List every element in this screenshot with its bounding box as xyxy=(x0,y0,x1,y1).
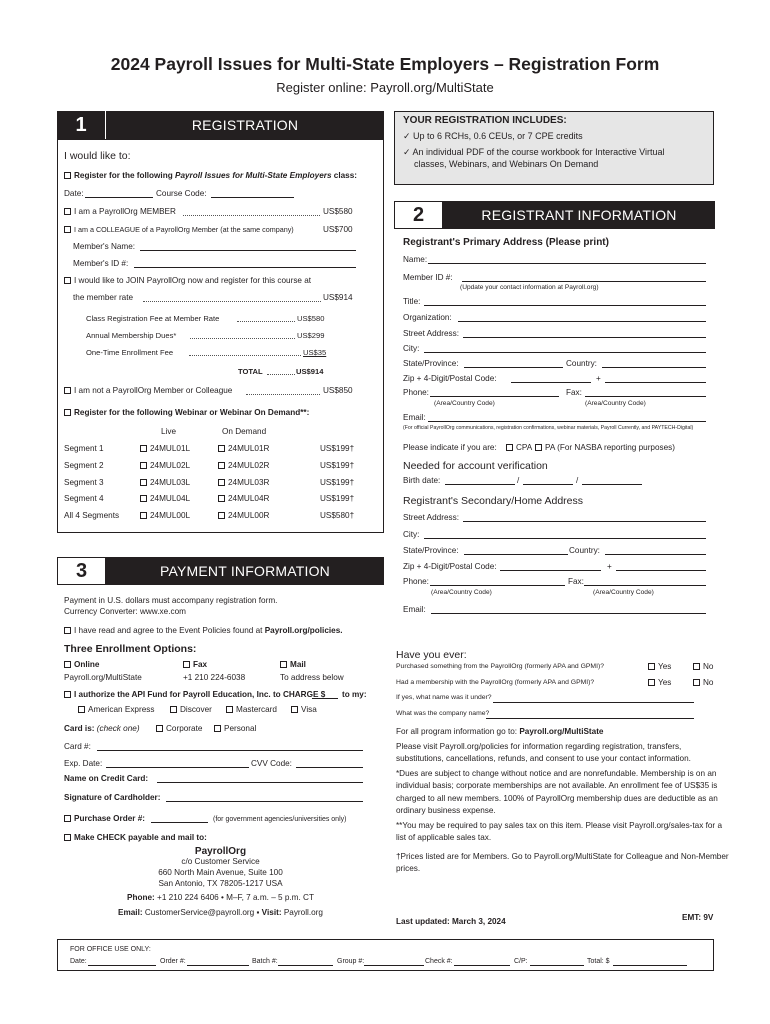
section3-title: PAYMENT INFORMATION xyxy=(160,563,330,579)
section1-number: 1 xyxy=(57,111,106,139)
members-id-label: Member's ID #: xyxy=(73,259,129,268)
discover-option[interactable]: Discover xyxy=(170,706,212,714)
section2-number: 2 xyxy=(394,201,443,229)
personal-checkbox[interactable] xyxy=(214,725,221,732)
office-total-field[interactable] xyxy=(613,965,687,966)
section3-number: 3 xyxy=(57,557,106,585)
state-label: State/Province: xyxy=(403,359,459,368)
verify-heading: Needed for account verification xyxy=(403,460,548,472)
update-contact-note: (Update your contact information at Payroll.org) xyxy=(460,284,599,291)
state2-field[interactable] xyxy=(464,554,568,555)
exp-date-field[interactable] xyxy=(106,767,249,768)
colleague-option[interactable]: I am a COLLEAGUE of a PayrollOrg Member (at the same company) xyxy=(64,226,294,234)
segment-label: All 4 Segments xyxy=(64,511,120,520)
street-field[interactable] xyxy=(463,337,706,338)
phone2-label: Phone: xyxy=(403,577,429,586)
agree-option[interactable]: I have read and agree to the Event Policies found at Payroll.org/policies. xyxy=(64,627,343,635)
join-price: US$914 xyxy=(323,293,353,302)
office-order-label: Order #: xyxy=(160,958,186,965)
country-label: Country: xyxy=(566,359,597,368)
yes-checkbox[interactable] xyxy=(648,679,655,686)
program-info-note: For all program information go to: Payroll.org/MultiState xyxy=(396,727,604,736)
question-purchased: Purchased something from the PayrollOrg (formerly APA and GPMI)? xyxy=(396,663,605,670)
primary-address-heading: Registrant's Primary Address (Please print) xyxy=(403,237,609,248)
country-field[interactable] xyxy=(602,367,706,368)
segment-price: US$580† xyxy=(320,511,355,520)
phone2-field[interactable] xyxy=(430,585,565,586)
state-field[interactable] xyxy=(464,367,563,368)
email-note: (For official PayrollOrg communications, registration confirmations, webinar materials, Payroll Currently, and PAYTECH-Digital) xyxy=(403,425,694,431)
segment-ondemand-option[interactable]: 24MUL01R xyxy=(218,445,269,453)
discover-checkbox[interactable] xyxy=(170,706,177,713)
policies-note-1: Please visit Payroll.org/policies for information regarding registration, transfers, xyxy=(396,742,682,751)
zip-label: Zip + 4-Digit/Postal Code: xyxy=(403,374,497,383)
office-group-label: Group #: xyxy=(337,958,365,965)
city-label: City: xyxy=(403,344,420,353)
question-purchased-no[interactable]: No xyxy=(693,663,713,671)
indicate-label: Please indicate if you are: xyxy=(403,443,497,452)
no-checkbox[interactable] xyxy=(693,663,700,670)
email-field[interactable] xyxy=(428,421,706,422)
leader-dots xyxy=(267,374,295,375)
country2-field[interactable] xyxy=(605,554,706,555)
agree-checkbox[interactable] xyxy=(64,627,71,634)
office-date-label: Date: xyxy=(70,958,87,965)
fee-class-registration-price: US$580 xyxy=(297,314,325,323)
office-cp-label: C/P: xyxy=(514,958,528,965)
leader-dots xyxy=(183,215,320,216)
check-checkbox[interactable] xyxy=(64,834,71,841)
segment-price: US$199† xyxy=(320,494,355,503)
includes-item-2-cont: classes, Webinars, and Webinars On Demand xyxy=(414,159,599,169)
email-label: Email: xyxy=(403,413,426,422)
contact-phone: Phone: +1 210 224 6406 • M–F, 7 a.m. – 5 p.m. CT xyxy=(127,893,314,902)
mail-address-2: San Antonio, TX 78205-1217 USA xyxy=(158,879,283,888)
policies-note-2: substitutions, cancellations, refunds, and consent to use your contact information. xyxy=(396,754,691,763)
fee-total-price: US$914 xyxy=(296,367,324,376)
name-on-card-label: Name on Credit Card: xyxy=(64,774,149,783)
checkbox[interactable] xyxy=(218,512,225,519)
members-name-field[interactable] xyxy=(140,250,356,251)
contact-email: Email: CustomerService@payroll.org ▪ Visit: Payroll.org xyxy=(118,908,323,917)
tax-note-1: **You may be required to pay sales tax on this item. Please visit Payroll.org/sales-tax for a xyxy=(396,821,722,830)
online-checkbox[interactable] xyxy=(64,661,71,668)
not-member-price: US$850 xyxy=(323,386,353,395)
pa-checkbox[interactable] xyxy=(535,444,542,451)
fax-area-code-hint: (Area/Country Code) xyxy=(585,400,646,407)
fee-enrollment: One-Time Enrollment Fee xyxy=(86,348,174,357)
mail-option[interactable]: Mail xyxy=(280,661,306,669)
last-updated: Last updated: March 3, 2024 xyxy=(396,917,506,926)
state2-label: State/Province: xyxy=(403,546,459,555)
question-membership-no[interactable]: No xyxy=(693,679,713,687)
segment-live-option[interactable]: 24MUL00L xyxy=(140,512,190,520)
phone-field[interactable] xyxy=(430,396,559,397)
section2-title: REGISTRANT INFORMATION xyxy=(481,207,677,223)
exp-date-label: Exp. Date: xyxy=(64,759,103,768)
authorize-checkbox[interactable] xyxy=(64,691,71,698)
enrollment-options-heading: Three Enrollment Options: xyxy=(64,643,197,655)
signature-label: Signature of Cardholder: xyxy=(64,793,161,802)
segment-ondemand-option[interactable]: 24MUL00R xyxy=(218,512,269,520)
fee-enrollment-price: US$35 xyxy=(303,348,327,357)
personal-option[interactable]: Personal xyxy=(214,725,256,733)
question-membership: Had a membership with the PayrollOrg (formerly APA and GPMI)? xyxy=(396,679,595,686)
segment-live-option[interactable]: 24MUL02L xyxy=(140,462,190,470)
mastercard-option[interactable]: Mastercard xyxy=(226,706,277,714)
date-label: Date: xyxy=(64,189,84,198)
country2-label: Country: xyxy=(569,546,600,555)
mastercard-checkbox[interactable] xyxy=(226,706,233,713)
checkbox[interactable] xyxy=(140,495,147,502)
office-check-field[interactable] xyxy=(454,965,510,966)
fee-total-label: TOTAL xyxy=(238,367,263,376)
includes-title: YOUR REGISTRATION INCLUDES: xyxy=(403,115,567,126)
company-name-field[interactable] xyxy=(486,718,694,719)
organization-field[interactable] xyxy=(458,321,706,322)
street2-label: Street Address: xyxy=(403,513,459,522)
online-option[interactable]: Online xyxy=(64,661,99,669)
mail-address-1: 660 North Main Avenue, Suite 100 xyxy=(158,868,283,877)
phone-label: Phone: xyxy=(403,388,429,397)
email2-label: Email: xyxy=(403,605,426,614)
colleague-checkbox[interactable] xyxy=(64,226,71,233)
checkbox[interactable] xyxy=(140,512,147,519)
segment-price: US$199† xyxy=(320,461,355,470)
purchase-order-checkbox[interactable] xyxy=(64,815,71,822)
birth-month-field[interactable] xyxy=(445,484,515,485)
payment-note: Payment in U.S. dollars must accompany registration form. xyxy=(64,596,278,605)
checkbox[interactable] xyxy=(218,462,225,469)
no-checkbox[interactable] xyxy=(693,679,700,686)
mail-org: PayrollOrg xyxy=(194,846,247,857)
on-demand-column-header: On Demand xyxy=(222,427,267,436)
section1-title: REGISTRATION xyxy=(191,117,299,133)
phone2-area-code-hint: (Area/Country Code) xyxy=(431,589,492,596)
member-price: US$580 xyxy=(323,207,353,216)
office-date-field[interactable] xyxy=(88,965,156,966)
members-name-label: Member's Name: xyxy=(73,242,136,251)
zip-field[interactable] xyxy=(511,382,591,383)
segment-price: US$199† xyxy=(320,478,355,487)
birth-day-field[interactable] xyxy=(523,484,573,485)
purchase-order-note: (for government agencies/universities only) xyxy=(213,816,347,823)
cvv-field[interactable] xyxy=(296,767,363,768)
member-id-field[interactable] xyxy=(462,281,706,282)
colleague-price: US$700 xyxy=(323,225,353,234)
fax-label: Fax: xyxy=(566,388,582,397)
zip-plus: + xyxy=(596,374,601,383)
name-on-card-field[interactable] xyxy=(157,782,363,783)
webinar-option[interactable]: Register for the following Webinar or Webinar On Demand**: xyxy=(64,409,309,417)
city2-label: City: xyxy=(403,530,420,539)
question-purchased-yes[interactable]: Yes xyxy=(648,663,671,671)
slash: / xyxy=(576,476,579,485)
amex-option[interactable]: American Express xyxy=(78,706,154,714)
fax-number: +1 210 224-6038 xyxy=(183,673,246,682)
purchase-order-option[interactable]: Purchase Order #: xyxy=(64,815,145,823)
leader-dots xyxy=(237,321,295,322)
fax-checkbox[interactable] xyxy=(183,661,190,668)
card-is-label: Card is: (check one) xyxy=(64,724,140,733)
checkbox[interactable] xyxy=(140,445,147,452)
amex-checkbox[interactable] xyxy=(78,706,85,713)
member-id-label: Member ID #: xyxy=(403,273,453,282)
fax-option[interactable]: Fax xyxy=(183,661,207,669)
card-number-label: Card #: xyxy=(64,742,91,751)
office-order-field[interactable] xyxy=(187,965,249,966)
checkbox[interactable] xyxy=(140,462,147,469)
email2-field[interactable] xyxy=(431,613,706,614)
mail-note: To address below xyxy=(280,673,344,682)
slash: / xyxy=(517,476,520,485)
join-line2: the member rate xyxy=(73,293,134,302)
yes-checkbox[interactable] xyxy=(648,663,655,670)
secondary-address-heading: Registrant's Secondary/Home Address xyxy=(403,495,584,507)
member-checkbox[interactable] xyxy=(64,208,71,215)
cpa-option[interactable]: CPA xyxy=(506,444,532,452)
leader-dots xyxy=(190,338,295,339)
form-title: 2024 Payroll Issues for Multi-State Employers – Registration Form xyxy=(110,54,660,74)
cpa-checkbox[interactable] xyxy=(506,444,513,451)
name-label: Name: xyxy=(403,255,428,264)
purchase-order-field[interactable] xyxy=(151,822,208,823)
segment-live-option[interactable]: 24MUL01L xyxy=(140,445,190,453)
office-use-title: FOR OFFICE USE ONLY: xyxy=(70,946,151,953)
segment-price: US$199† xyxy=(320,444,355,453)
office-total-label: Total: $ xyxy=(587,958,610,965)
live-column-header: Live xyxy=(161,427,177,436)
zip2-field[interactable] xyxy=(500,570,601,571)
checkbox[interactable] xyxy=(218,445,225,452)
check-option[interactable]: Make CHECK payable and mail to: xyxy=(64,834,207,842)
emt-code: EMT: 9V xyxy=(682,913,714,922)
register-class-option[interactable]: Register for the following Payroll Issues for Multi-State Employers class: xyxy=(64,172,357,180)
question-name-under: If yes, what name was it under? xyxy=(396,694,492,701)
form-subtitle: Register online: Payroll.org/MultiState xyxy=(276,80,494,95)
dues-note-3: charged to all new members. 100% of PayrollOrg membership dues are deductible as an xyxy=(396,794,718,803)
street2-field[interactable] xyxy=(463,521,706,522)
fee-membership-dues-price: US$299 xyxy=(297,331,325,340)
zip2-label: Zip + 4-Digit/Postal Code: xyxy=(403,562,497,571)
would-like-label: I would like to: xyxy=(64,150,131,162)
name-field[interactable] xyxy=(428,263,706,264)
birth-year-field[interactable] xyxy=(582,484,642,485)
dues-note-4: ordinary business expense. xyxy=(396,806,496,815)
section1-banner xyxy=(57,111,384,139)
checkbox[interactable] xyxy=(218,495,225,502)
office-group-field[interactable] xyxy=(364,965,424,966)
segment-ondemand-option[interactable]: 24MUL03R xyxy=(218,479,269,487)
charge-amount-field[interactable] xyxy=(312,698,338,699)
zip-plus: + xyxy=(607,562,612,571)
fax-field[interactable] xyxy=(585,396,706,397)
price-note-1: †Prices listed are for Members. Go to Payroll.org/MultiState for Colleague and Non-Member xyxy=(396,852,729,861)
leader-dots xyxy=(246,394,320,395)
corporate-option[interactable]: Corporate xyxy=(156,725,202,733)
pa-option[interactable]: PA (For NASBA reporting purposes) xyxy=(535,444,675,452)
visa-option[interactable]: Visa xyxy=(291,706,317,714)
price-note-2: prices. xyxy=(396,864,421,873)
section2-banner xyxy=(394,201,715,229)
zip2-4-field[interactable] xyxy=(616,570,706,571)
leader-dots xyxy=(143,301,321,302)
segment-label: Segment 3 xyxy=(64,478,104,487)
register-class-checkbox[interactable] xyxy=(64,172,71,179)
section3-banner xyxy=(57,557,384,585)
segment-live-option[interactable]: 24MUL04L xyxy=(140,495,190,503)
title-field[interactable] xyxy=(424,305,706,306)
city-field[interactable] xyxy=(424,352,706,353)
online-url: Payroll.org/MultiState xyxy=(64,673,142,682)
course-code-field[interactable] xyxy=(211,197,294,198)
checkbox[interactable] xyxy=(140,479,147,486)
to-my-label: to my: xyxy=(342,690,367,699)
card-number-field[interactable] xyxy=(97,750,363,751)
question-membership-yes[interactable]: Yes xyxy=(648,679,671,687)
mail-checkbox[interactable] xyxy=(280,661,287,668)
join-option[interactable]: I would like to JOIN PayrollOrg now and register for this course at xyxy=(64,277,311,285)
segment-ondemand-option[interactable]: 24MUL04R xyxy=(218,495,269,503)
includes-item-1: ✓ Up to 6 RCHs, 0.6 CEUs, or 7 CPE credits xyxy=(403,131,583,141)
tax-note-2: list of applicable sales tax. xyxy=(396,833,492,842)
office-cp-field[interactable] xyxy=(530,965,584,966)
office-batch-label: Batch #: xyxy=(252,958,278,965)
phone-area-code-hint: (Area/Country Code) xyxy=(434,400,495,407)
leader-dots xyxy=(189,355,301,356)
birth-date-label: Birth date: xyxy=(403,476,441,485)
office-check-label: Check #: xyxy=(425,958,453,965)
question-company-name: What was the company name? xyxy=(396,710,490,717)
course-code-label: Course Code: xyxy=(156,189,207,198)
city2-field[interactable] xyxy=(424,538,706,539)
title-label: Title: xyxy=(403,297,421,306)
segment-label: Segment 1 xyxy=(64,444,104,453)
join-checkbox[interactable] xyxy=(64,277,71,284)
zip4-field[interactable] xyxy=(605,382,706,383)
fee-membership-dues: Annual Membership Dues* xyxy=(86,331,177,340)
currency-converter: Currency Converter: www.xe.com xyxy=(64,607,186,616)
segment-label: Segment 4 xyxy=(64,494,104,503)
corporate-checkbox[interactable] xyxy=(156,725,163,732)
dues-note-2: individual basis; corporate memberships are not available. An enrollment fee of US$35 is xyxy=(396,781,718,790)
members-id-field[interactable] xyxy=(134,267,356,268)
name-under-field[interactable] xyxy=(493,702,694,703)
organization-label: Organization: xyxy=(403,313,452,322)
member-option[interactable]: I am a PayrollOrg MEMBER xyxy=(64,208,176,216)
fax2-label: Fax: xyxy=(568,577,584,586)
segment-ondemand-option[interactable]: 24MUL02R xyxy=(218,462,269,470)
cvv-label: CVV Code: xyxy=(251,759,292,768)
street-label: Street Address: xyxy=(403,329,459,338)
fee-class-registration: Class Registration Fee at Member Rate xyxy=(86,314,220,323)
visa-checkbox[interactable] xyxy=(291,706,298,713)
webinar-checkbox[interactable] xyxy=(64,409,71,416)
mail-co: c/o Customer Service xyxy=(181,857,260,866)
have-you-ever-heading: Have you ever: xyxy=(396,649,467,661)
office-use-box xyxy=(57,939,714,971)
segment-live-option[interactable]: 24MUL03L xyxy=(140,479,190,487)
segment-label: Segment 2 xyxy=(64,461,104,470)
includes-item-2: ✓ An individual PDF of the course workbook for Interactive Virtual xyxy=(403,147,665,157)
checkbox[interactable] xyxy=(218,479,225,486)
fax2-area-code-hint: (Area/Country Code) xyxy=(593,589,654,596)
signature-field[interactable] xyxy=(166,801,363,802)
fax2-field[interactable] xyxy=(584,585,706,586)
date-field[interactable] xyxy=(85,197,153,198)
authorize-option[interactable]: I authorize the API Fund for Payroll Education, Inc. to CHARGE $ xyxy=(64,691,325,699)
dues-note-1: *Dues are subject to change without notice and are nonrefundable. Membership is on an xyxy=(396,769,717,778)
not-member-checkbox[interactable] xyxy=(64,387,71,394)
not-member-option[interactable]: I am not a PayrollOrg Member or Colleague xyxy=(64,387,232,395)
office-batch-field[interactable] xyxy=(278,965,333,966)
